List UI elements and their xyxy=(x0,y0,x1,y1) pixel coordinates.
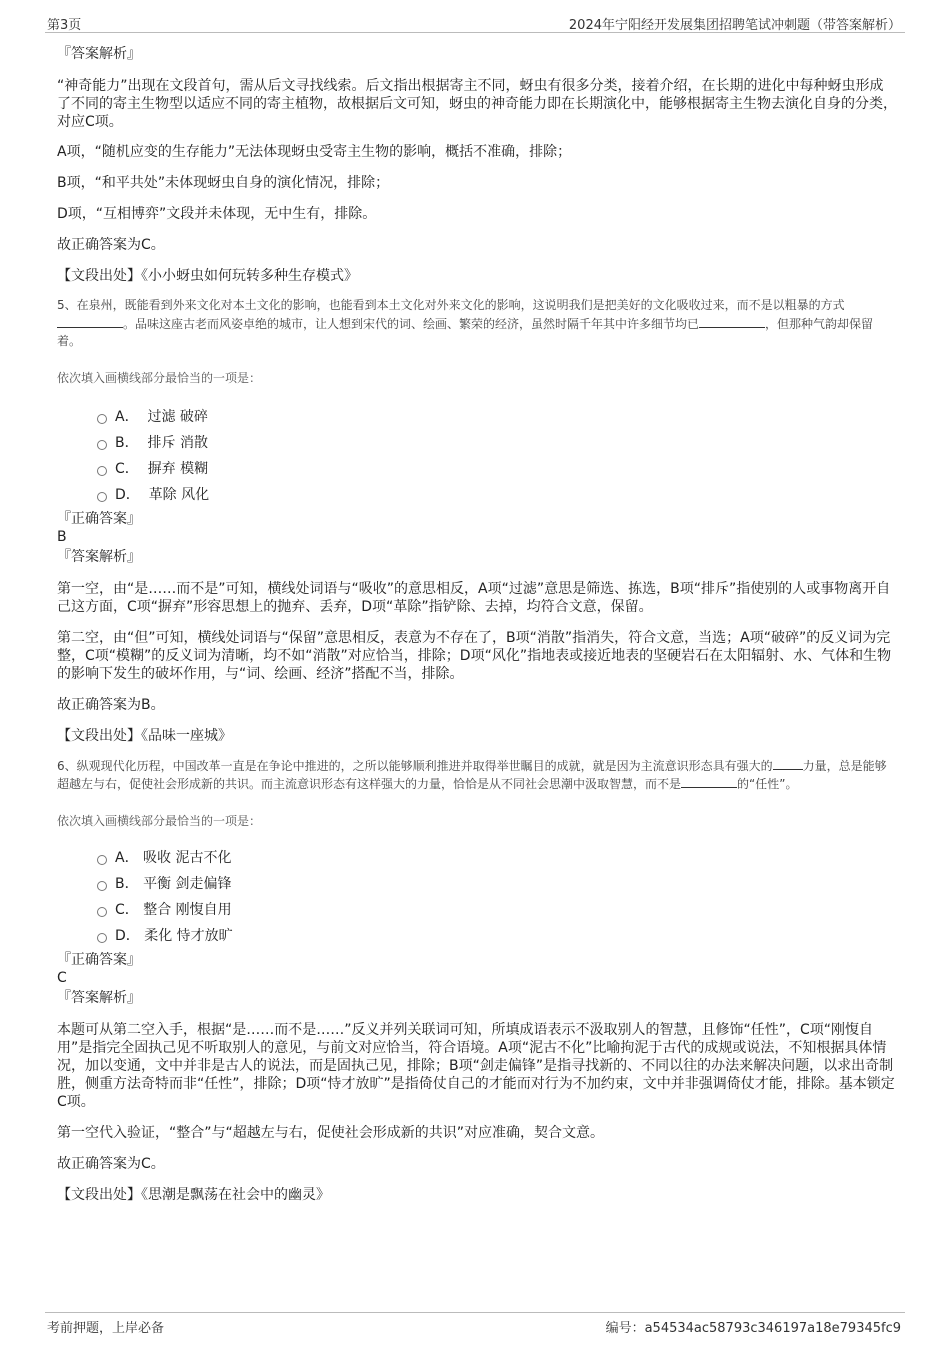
q6-analysis-label: 『答案解析』 xyxy=(57,989,141,1006)
q6-option-d[interactable]: D． 柔化 恃才放旷 xyxy=(97,923,897,949)
radio-icon[interactable] xyxy=(97,907,107,917)
radio-icon[interactable] xyxy=(97,855,107,865)
q5-option-b[interactable]: B． 排斥 消散 xyxy=(97,430,897,456)
q5-option-d[interactable]: D． 革除 风化 xyxy=(97,482,897,508)
q6-options xyxy=(57,845,897,949)
q5-correct-answer: B xyxy=(57,528,67,545)
q5-option-a[interactable]: A． 过滤 破碎 xyxy=(97,404,897,430)
q4-source: 【文段出处】《小小蚜虫如何玩转多种生存模式》 xyxy=(57,268,358,284)
document-id: 编号：a54534ac58793c346197a18e79345fc9 xyxy=(605,1321,901,1336)
q5-blank-2 xyxy=(699,315,765,328)
q6-correct-label: 『正确答案』 xyxy=(57,951,141,968)
q4-analysis-label: 『答案解析』 xyxy=(57,46,141,62)
document-body xyxy=(57,40,897,1298)
q6-stem xyxy=(57,757,897,794)
q5-analysis-para-1: 第一空，由“是……而不是”可知，横线处词语与“吸收”的意思相反，A项“过滤”意思是筛选、拣选，B项“排斥”指使别的人或事物离开自己这方面，C项“摒弃”形容思想上的抛弃、丢弃，D项“革除”指铲除、去掉，均符合文意，保留。 xyxy=(57,580,891,615)
q5-source: 【文段出处】《品味一座城》 xyxy=(57,727,232,744)
footer-slogan: 考前押题，上岸必备 xyxy=(47,1321,165,1336)
q6-blank-1 xyxy=(773,757,803,770)
page-number: 第3页 xyxy=(47,18,82,33)
q5-stem-part1: 5、在泉州，既能看到外来文化对本土文化的影响，也能看到本土文化对外来文化的影响，这说明我们是把美好的文化吸收过来，而不是以粗暴的方式 xyxy=(57,298,845,312)
q4-option-d-note: D项，“互相博弈”文段并未体现，无中生有，排除。 xyxy=(57,206,377,222)
q5-stem-part3: ，但那种气韵却保留着。 xyxy=(57,316,874,348)
q6-analysis-para-2: 第一空代入验证，“整合”与“超越左与右，促使社会形成新的共识”对应准确，契合文意。 xyxy=(57,1124,605,1141)
radio-icon[interactable] xyxy=(97,881,107,891)
radio-icon[interactable] xyxy=(97,414,107,424)
q6-stem-part3: 的“任性”。 xyxy=(737,777,798,791)
q4-option-b-note: B项，“和平共处”未体现蚜虫自身的演化情况，排除； xyxy=(57,175,390,191)
q6-stem-part2: 力量，总是能够超越左与右，促使社会形成新的共识。而主流意识形态有这样强大的力量，恰恰是从不同社会思潮中汲取智慧，而不是 xyxy=(57,758,887,791)
q6-correct-answer: C xyxy=(57,969,67,986)
q5-stem xyxy=(57,297,897,351)
document-title: 2024年宁阳经开发展集团招聘笔试冲刺题（带答案解析） xyxy=(568,18,901,33)
q5-option-c[interactable]: C． 摒弃 模糊 xyxy=(97,456,897,482)
q6-instruction: 依次填入画横线部分最恰当的一项是： xyxy=(57,813,262,828)
q5-stem-part2: 。品味这座古老而风姿卓绝的城市，让人想到宋代的词、绘画、繁荣的经济，虽然时隔千年其中许多细节均已 xyxy=(123,316,700,331)
page-header xyxy=(45,12,905,33)
q4-conclusion: 故正确答案为C。 xyxy=(57,237,165,253)
q5-analysis-label: 『答案解析』 xyxy=(57,548,141,565)
q6-conclusion: 故正确答案为C。 xyxy=(57,1155,165,1172)
radio-icon[interactable] xyxy=(97,492,107,502)
q5-blank-1 xyxy=(57,315,123,328)
q6-option-b[interactable]: B． 平衡 剑走偏锋 xyxy=(97,871,897,897)
q6-option-a[interactable]: A． 吸收 泥古不化 xyxy=(97,845,897,871)
radio-icon[interactable] xyxy=(97,440,107,450)
q6-analysis-para-1: 本题可从第二空入手，根据“是……而不是……”反义并列关联词可知，所填成语表示不汲取别人的智慧，且修饰“任性”，C项“刚愎自用”是指完全固执己见不听取别人的意见，与前文对应恰当，符合语境。A项“泥古不化”比喻拘泥于古代的成规或说法，不知根据具体情况，加以变通，文中并非是古人的说法，而是固执己见，排除；B项“剑走偏锋”是指寻找新的、不同以往的办法来解决问题，以求出奇制胜，侧重方法奇特而非“任性”，排除；D项“恃才放旷”是指倚仗自己的才能而对行为不加约束，文中并非强调倚仗才能，排除。基本锁定C项。 xyxy=(57,1021,895,1110)
q4-option-a-note: A项，“随机应变的生存能力”无法体现蚜虫受寄主生物的影响，概括不准确，排除； xyxy=(57,144,572,160)
radio-icon[interactable] xyxy=(97,466,107,476)
q5-instruction: 依次填入画横线部分最恰当的一项是： xyxy=(57,370,262,385)
q6-source: 【文段出处】《思潮是飘荡在社会中的幽灵》 xyxy=(57,1186,330,1203)
q4-analysis-para: “神奇能力”出现在文段首句，需从后文寻找线索。后文指出根据寄主不同，蚜虫有很多分类，接着介绍，在长期的进化中每种蚜虫形成了不同的寄主生物型以适应不同的寄主植物，故根据后文可知，蚜虫的神奇能力即在长期演化中，能够根据寄主生物去演化自身的分类，对应C项。 xyxy=(57,78,897,130)
radio-icon[interactable] xyxy=(97,933,107,943)
q6-stem-part1: 6、纵观现代化历程，中国改革一直是在争论中推进的，之所以能够顺利推进并取得举世瞩目的成就，就是因为主流意识形态具有强大的 xyxy=(57,758,773,773)
q5-analysis-para-2: 第二空，由“但”可知，横线处词语与“保留”意思相反，表意为不存在了，B项“消散”指消失，符合文意，当选；A项“破碎”的反义词为完整，C项“模糊”的反义词为清晰，均不如“消散”对应恰当，排除；D项“风化”指地表或接近地表的坚硬岩石在太阳辐射、水、气体和生物的影响下发生的破坏作用，与“词、绘画、经济”搭配不当，排除。 xyxy=(57,629,892,682)
q5-correct-label: 『正确答案』 xyxy=(57,510,141,527)
q6-option-c[interactable]: C． 整合 刚愎自用 xyxy=(97,897,897,923)
q5-options xyxy=(57,404,897,508)
q6-blank-2 xyxy=(681,775,737,788)
page-footer xyxy=(45,1312,905,1335)
q5-conclusion: 故正确答案为B。 xyxy=(57,696,165,713)
